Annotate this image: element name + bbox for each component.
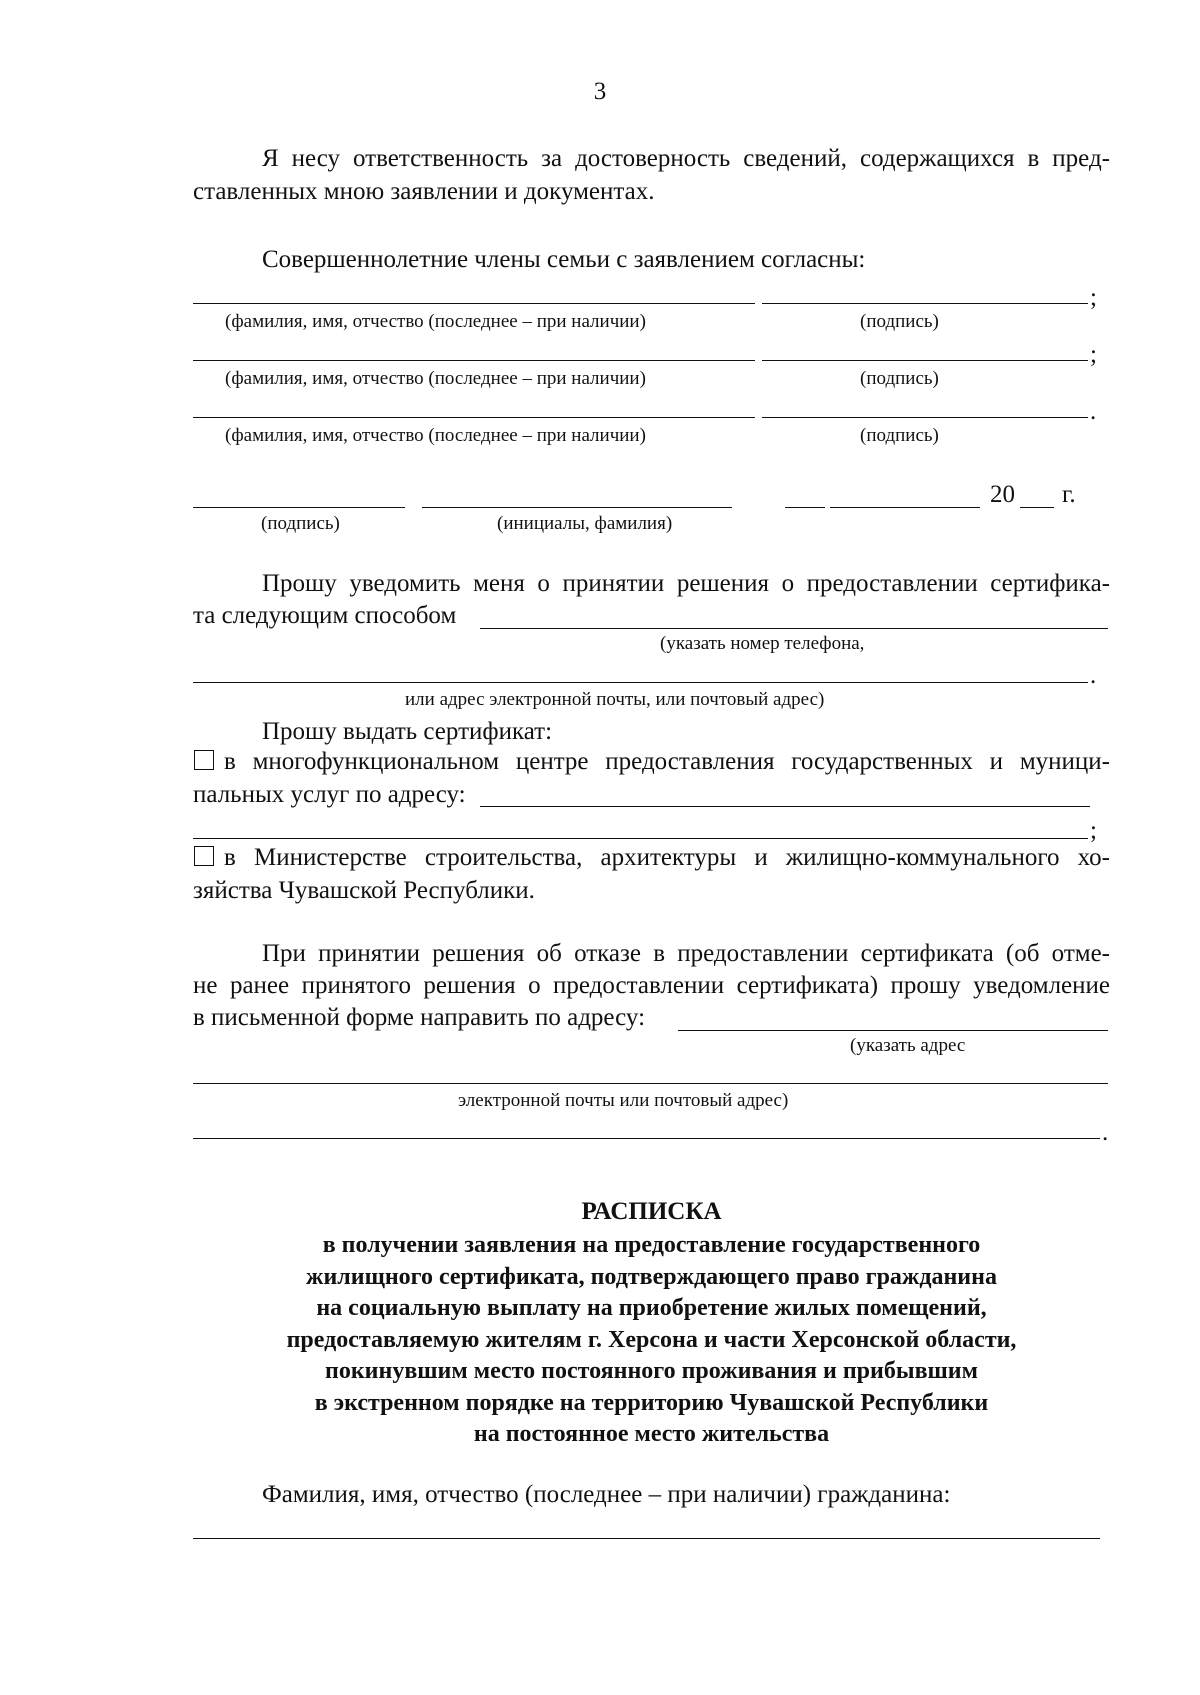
responsibility-line-2: ставленных мною заявлении и документах. xyxy=(193,178,655,205)
refusal-line-3: в письменной форме направить по адресу: xyxy=(193,1004,646,1031)
family-row-end-1: ; xyxy=(1090,284,1097,311)
receipt-subtitle-line: в получении заявления на предоставление государственного xyxy=(322,1232,981,1258)
family-fio-line-1[interactable] xyxy=(193,303,755,304)
receipt-subtitle-line: покинувшим место постоянного проживания и прибывшим xyxy=(325,1358,978,1384)
refusal-end: . xyxy=(1102,1119,1109,1146)
refusal-line-1: При принятии решения об отказе в предоставлении сертификата (об отме- xyxy=(262,940,1110,967)
receipt-subtitle-line: жилищного сертификата, подтверждающего право гражданина xyxy=(306,1263,997,1290)
notify-end: . xyxy=(1090,662,1097,689)
applicant-name-caption: (инициалы, фамилия) xyxy=(497,513,673,534)
family-row-end-3: . xyxy=(1090,398,1097,425)
date-day-line[interactable] xyxy=(785,507,825,508)
date-year-suffix: г. xyxy=(1062,481,1076,508)
family-fio-caption-2: (фамилия, имя, отчество (последнее – при наличии) xyxy=(225,368,646,389)
refusal-line-2: не ранее принятого решения о предоставлении сертификата) прошу уведомление xyxy=(193,972,1110,999)
issue-option-2-line-1: в Министерстве строительства, архитектуры и жилищно-коммунального хо- xyxy=(224,844,1110,871)
notify-line-2: та следующим способом xyxy=(193,602,457,629)
notify-method-line[interactable] xyxy=(480,628,1108,629)
issue-option-1-line-1: в многофункциональном центре предоставления государственных и муници- xyxy=(224,748,1110,775)
receipt-fio-line[interactable] xyxy=(193,1538,1100,1539)
family-sign-caption-1: (подпись) xyxy=(860,311,939,332)
refusal-caption-2: электронной почты или почтовый адрес) xyxy=(458,1090,789,1111)
family-row-end-2: ; xyxy=(1090,341,1097,368)
mfc-address-line[interactable] xyxy=(480,806,1090,807)
family-sign-line-1[interactable] xyxy=(762,303,1088,304)
receipt-fio-label: Фамилия, имя, отчество (последнее – при наличии) гражданина: xyxy=(262,1481,951,1508)
receipt-subtitle-line: на социальную выплату на приобретение жилых помещений, xyxy=(316,1295,987,1321)
family-sign-caption-2: (подпись) xyxy=(860,368,939,389)
issue-title: Прошу выдать сертификат: xyxy=(262,718,553,745)
family-sign-caption-3: (подпись) xyxy=(860,425,939,446)
ministry-checkbox[interactable] xyxy=(194,846,214,866)
family-sign-line-3[interactable] xyxy=(762,417,1088,418)
applicant-name-line[interactable] xyxy=(422,507,732,508)
refusal-caption-1: (указать адрес xyxy=(850,1035,966,1056)
family-fio-caption-1: (фамилия, имя, отчество (последнее – при наличии) xyxy=(225,311,646,332)
applicant-sign-caption: (подпись) xyxy=(261,513,340,534)
responsibility-line-1: Я несу ответственность за достоверность сведений, содержащихся в пред- xyxy=(262,145,1110,172)
notify-caption-1: (указать номер телефона, xyxy=(660,633,865,654)
receipt-subtitle-line: предоставляемую жителям г. Херсона и части Херсонской области, xyxy=(286,1326,1017,1353)
date-month-line[interactable] xyxy=(830,507,980,508)
family-fio-caption-3: (фамилия, имя, отчество (последнее – при наличии) xyxy=(225,425,646,446)
notify-contact-line[interactable] xyxy=(193,682,1088,683)
issue-option-1-line-2: пальных услуг по адресу: xyxy=(193,781,466,808)
family-fio-line-2[interactable] xyxy=(193,360,755,361)
refusal-address-line-2[interactable] xyxy=(193,1083,1108,1084)
notify-caption-2: или адрес электронной почты, или почтовый адрес) xyxy=(405,689,825,710)
notify-line-1: Прошу уведомить меня о принятии решения о предоставлении сертифика- xyxy=(262,570,1110,597)
receipt-subtitle xyxy=(193,1230,1110,1451)
issue-option-2-line-2: зяйства Чувашской Республики. xyxy=(193,877,535,904)
date-year-line[interactable] xyxy=(1020,507,1054,508)
family-fio-line-3[interactable] xyxy=(193,417,755,418)
page-number: 3 xyxy=(593,78,607,105)
family-sign-line-2[interactable] xyxy=(762,360,1088,361)
family-consent-intro: Совершеннолетние члены семьи с заявлением согласны: xyxy=(262,246,866,273)
mfc-address-line-2[interactable] xyxy=(193,838,1088,839)
mfc-checkbox[interactable] xyxy=(194,750,214,770)
receipt-subtitle-line: на постоянное место жительства xyxy=(473,1421,830,1447)
refusal-address-line-3[interactable] xyxy=(193,1138,1100,1139)
refusal-address-line[interactable] xyxy=(678,1030,1108,1031)
date-year-prefix: 20 xyxy=(990,481,1015,508)
applicant-sign-line[interactable] xyxy=(193,507,405,508)
issue-option-1-end: ; xyxy=(1090,817,1097,844)
receipt-subtitle-line: в экстренном порядке на территорию Чувашской Республики xyxy=(314,1389,989,1416)
receipt-title: РАСПИСКА xyxy=(581,1198,722,1225)
